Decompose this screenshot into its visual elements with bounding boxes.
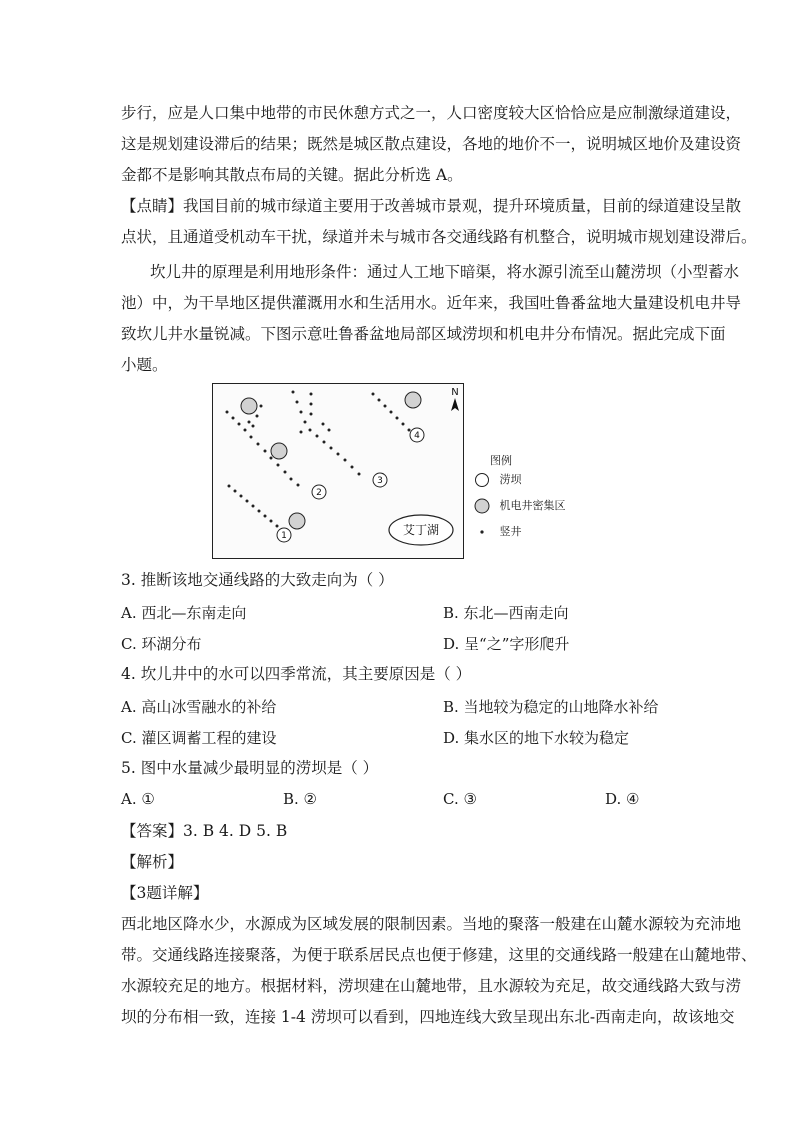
q4-stem: 4. 坎儿井中的水可以四季常流，其主要原因是（ ） [121,665,472,683]
q4-option-d: D. 集水区的地下水较为稳定 [443,729,630,747]
north-arrow-icon [451,398,459,411]
legend-item: 涝坝 [499,473,522,486]
detail-line: 水源较充足的地方。根据材料，涝坝建在山麓地带，且水源较为充足，故交通线路大致与涝 [121,977,742,995]
q3-option-c: C. 环湖分布 [121,635,202,653]
detail-line: 坝的分布相一致，连接 1-4 涝坝可以看到，四地连线大致呈现出东北-西南走向，故该地交 [121,1008,735,1026]
paragraph-line: 金都不是影响其散点布局的关键。据此分析选 A。 [121,166,463,184]
q5-option-d: D. ④ [605,790,640,808]
q3-option-d: D. 呈“之”字形爬升 [443,635,570,653]
intro-line: 池）中，为干旱地区提供灌溉用水和生活用水。近年来，我国吐鲁番盆地大量建设机电井导 [121,294,742,312]
analysis-heading: 【解析】 [121,853,184,871]
q3-detail-heading: 【3题详解】 [121,884,209,902]
q4-option-c: C. 灌区调蓄工程的建设 [121,729,277,747]
legend-item: 竖井 [499,525,522,538]
dianjing-line: 【点睛】我国目前的城市绿道主要用于改善城市景观，提升环境质量，目前的绿道建设呈散 [121,197,742,215]
q4-option-b: B. 当地较为稳定的山地降水补给 [443,698,659,716]
shaft-icon [474,524,490,540]
legend-item: 机电井密集区 [499,499,566,512]
dam-label: 2 [316,488,322,498]
north-label: N [451,387,459,398]
map-svg [213,384,463,558]
dam-label: 3 [377,476,383,486]
q4-option-a: A. 高山冰雪融水的补给 [121,698,277,716]
dianjing-line: 点状，且通道受机动车干扰，绿道并未与城市各交通线路有机整合，说明城市规划建设滞后。 [121,228,757,246]
q3-option-a: A. 西北—东南走向 [121,604,247,622]
paragraph-line: 这是规划建设滞后的结果；既然是城区散点建设，各地的地价不一，说明城区地价及建设资 [121,135,742,153]
q5-option-b: B. ② [283,790,318,808]
q5-stem: 5. 图中水量减少最明显的涝坝是（ ） [121,759,379,777]
q3-option-b: B. 东北—西南走向 [443,604,569,622]
q3-stem: 3. 推断该地交通线路的大致走向为（ ） [121,571,394,589]
intro-line: 小题。 [121,356,168,374]
dam-label: 1 [281,531,287,541]
answer-line: 【答案】3. B 4. D 5. B [121,822,288,840]
intro-line: 坎儿井的原理是利用地形条件：通过人工地下暗渠，将水源引流至山麓涝坝（小型蓄水 [150,263,740,281]
intro-line: 致坎儿井水量锐减。下图示意吐鲁番盆地局部区域涝坝和机电井分布情况。据此完成下面 [121,325,726,343]
detail-line: 带。交通线路连接聚落，为便于联系居民点也便于修建，这里的交通线路一般建在山麓地带、 [121,946,757,964]
paragraph-line: 步行，应是人口集中地带的市民休憩方式之一，人口密度较大区恰恰应是应制激绿道建设， [121,104,742,122]
detail-line: 西北地区降水少，水源成为区域发展的限制因素。当地的聚落一般建在山麓水源较为充沛地 [121,915,742,933]
q5-option-c: C. ③ [443,790,477,808]
dam-icon [474,472,490,488]
q5-option-a: A. ① [121,790,155,808]
map-figure [212,383,464,559]
lake-label: 艾丁湖 [402,523,440,537]
well-area-icon [474,498,490,514]
legend-title: 图例 [490,454,512,467]
dam-label: 4 [414,431,420,441]
